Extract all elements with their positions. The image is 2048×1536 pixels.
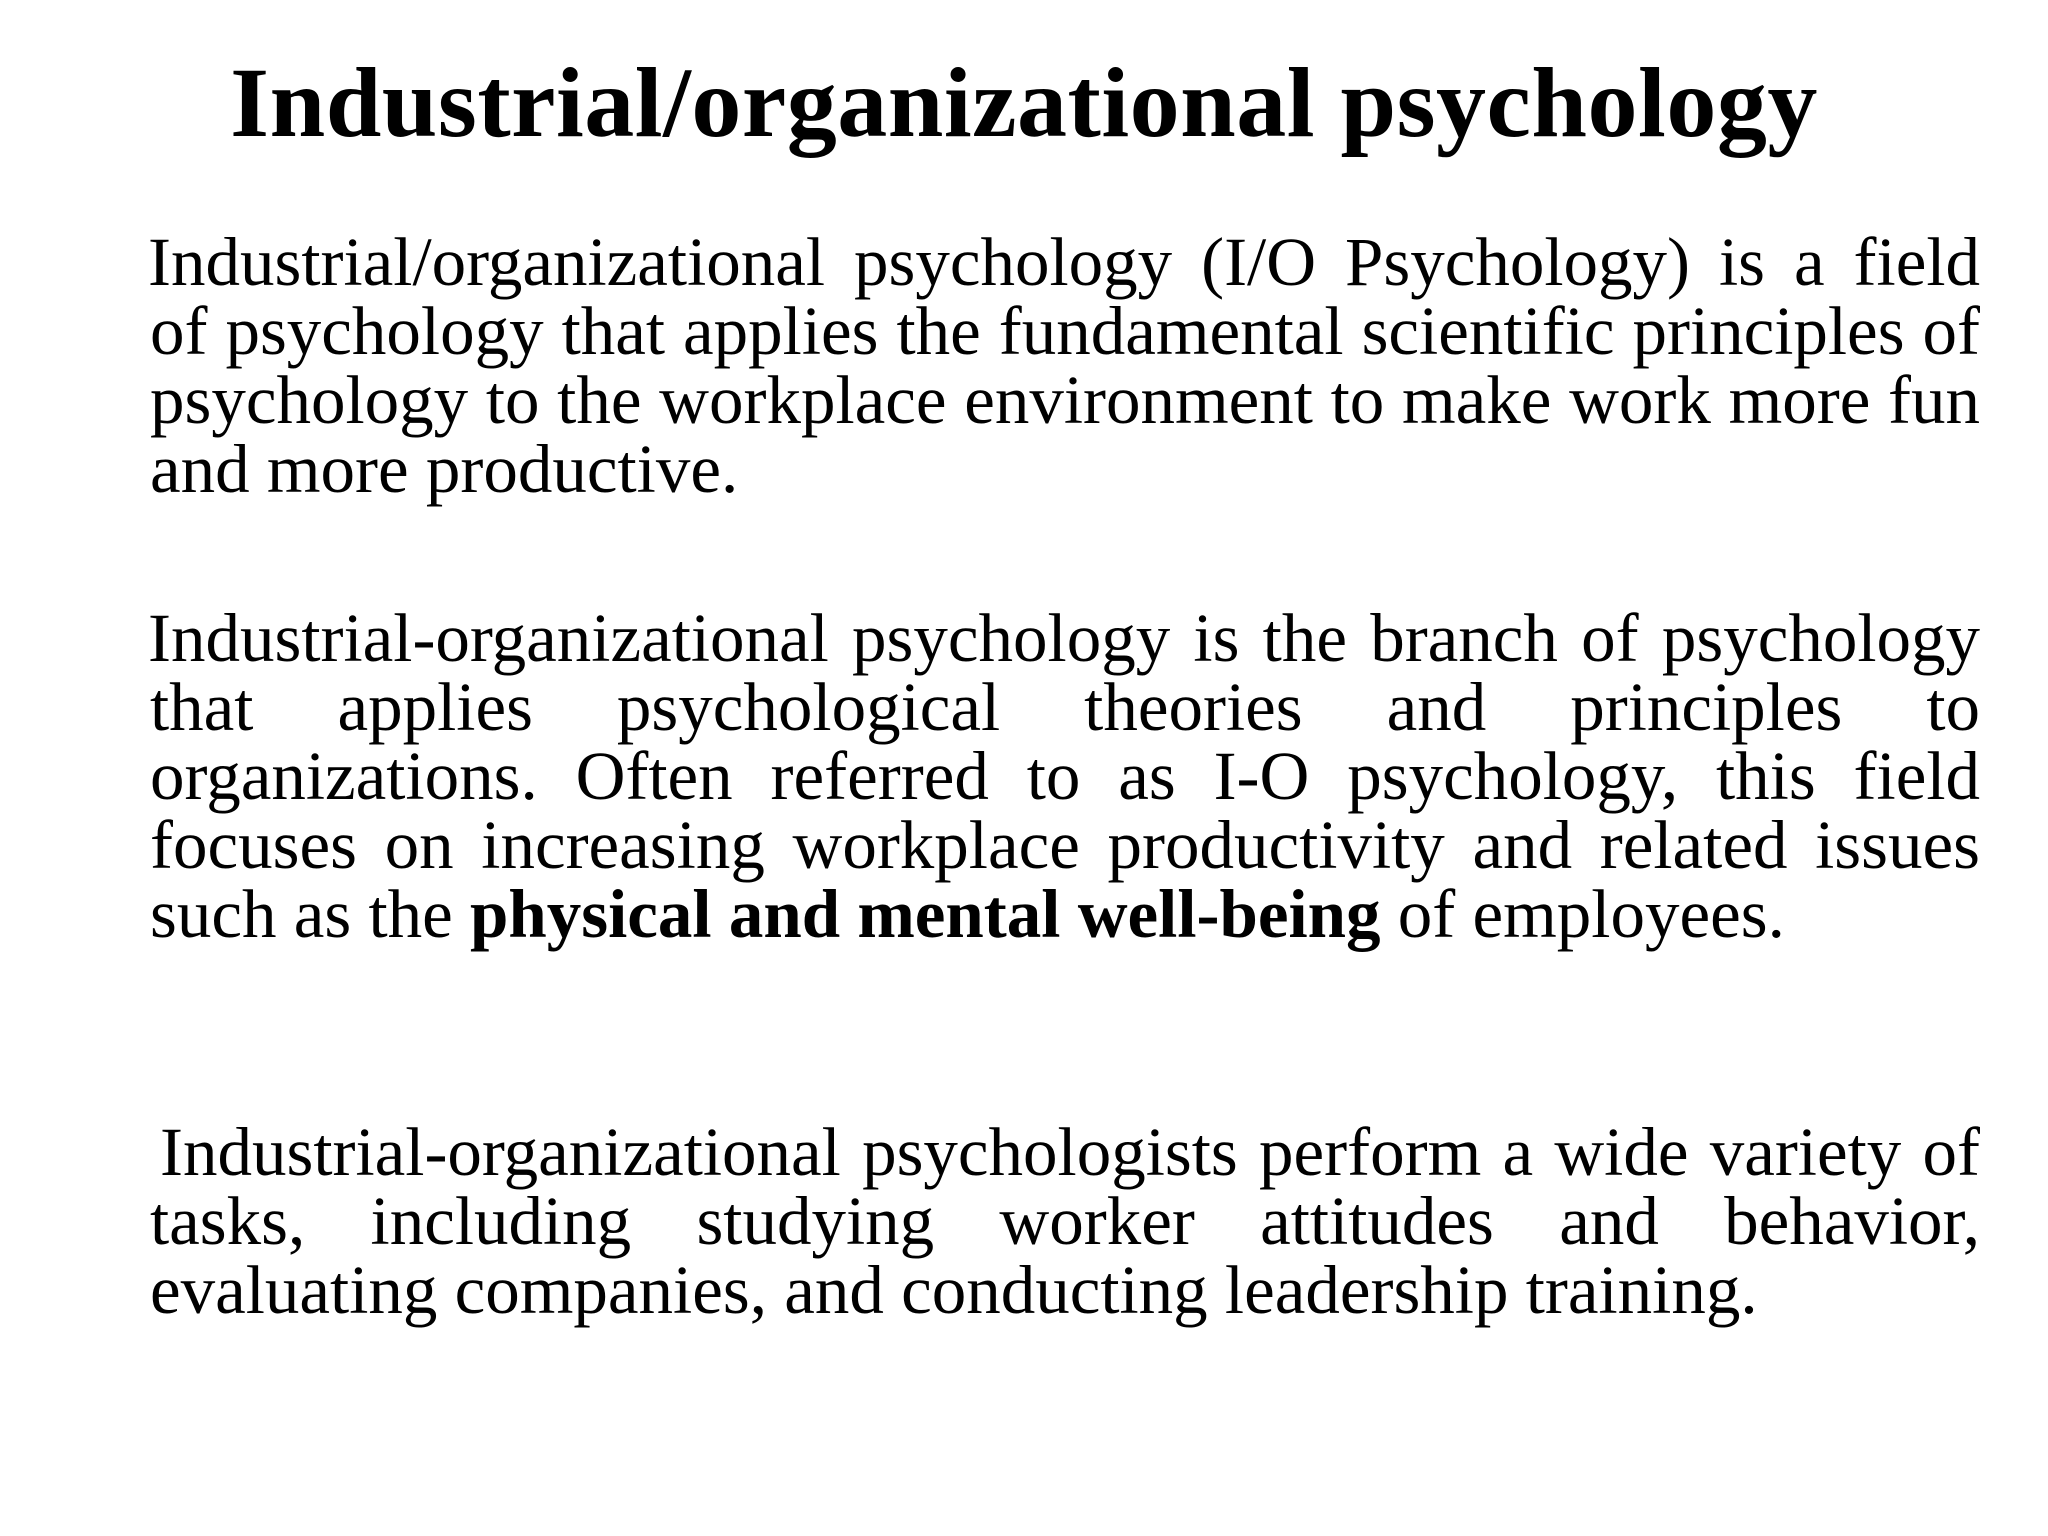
paragraph-branch-emphasis: physical and mental well-being [470, 876, 1381, 952]
paragraph-definition [148, 224, 1980, 507]
paragraph-definition-text: Industrial/organizational psychology (I/O Psychology) is a field of psychology that applies the fundamental scientific principles of psychology to the workplace environment to make work more fun and more productive. [148, 224, 1980, 507]
paragraph-tasks-text: Industrial-organizational psychologists perform a wide variety of tasks, including studying worker attitudes and behavior, evaluating companies, and conducting leadership training. [150, 1114, 1980, 1328]
slide-title: Industrial/organizational psychology [230, 47, 1818, 158]
paragraph-branch [148, 600, 1980, 952]
paragraph-tasks [150, 1114, 1980, 1328]
paragraph-branch-ending: of employees. [1380, 876, 1785, 952]
paragraph-branch-text: Industrial-organizational psychology is the branch of psychology that applies psychological theories and principles to organizations. Often referred to as I-O psychology, this field focuses on increasing workplace productivity and related issues such as the [148, 600, 1980, 952]
